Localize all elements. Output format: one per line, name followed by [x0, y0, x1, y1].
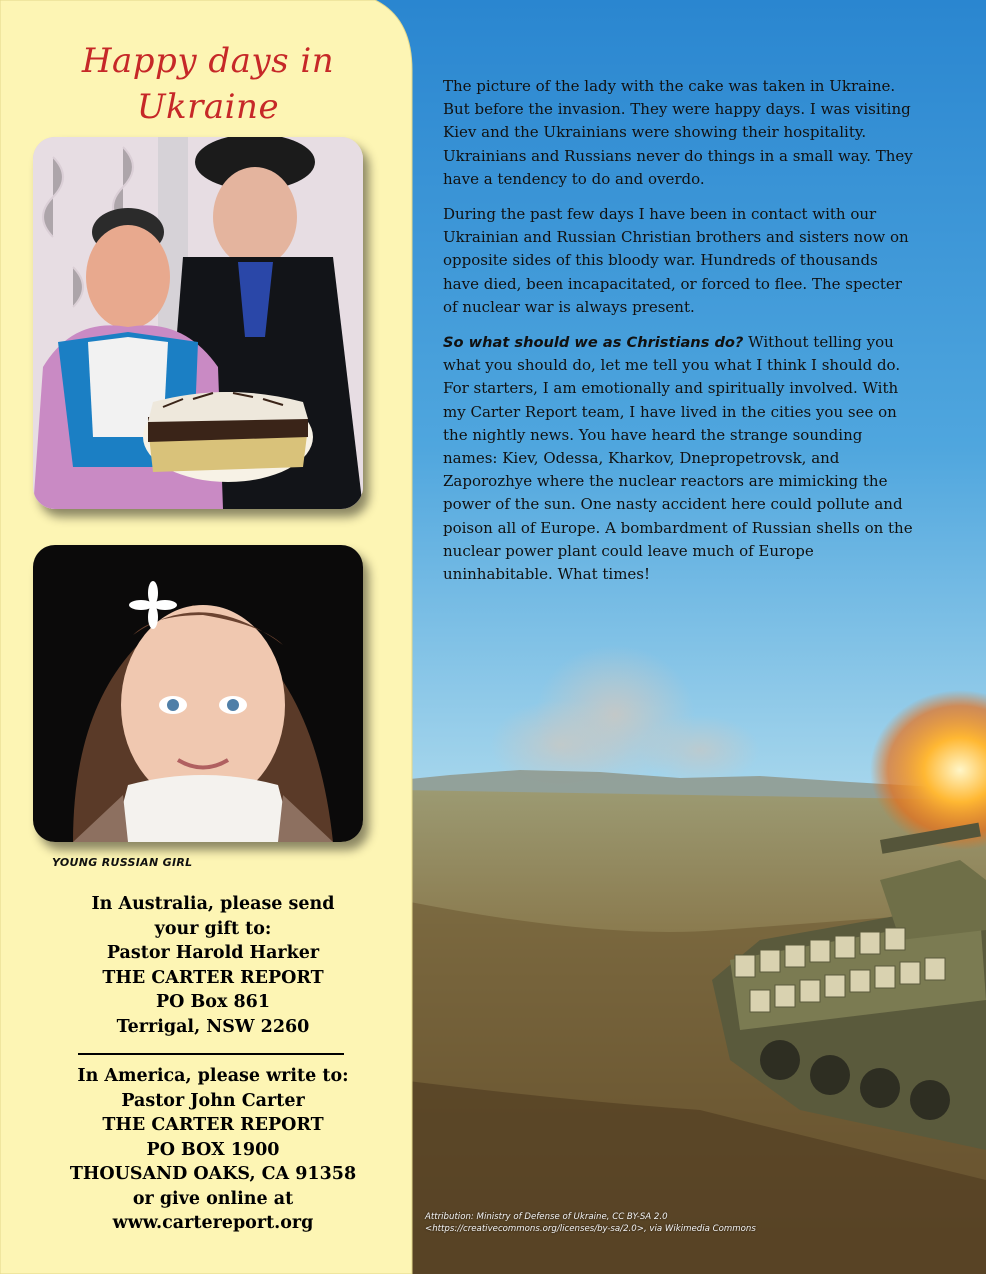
america-line: In America, please write to: [77, 1066, 349, 1086]
photo-young-russian-girl [33, 545, 363, 842]
heading-line-2: Ukraine [136, 87, 280, 127]
article-body [443, 75, 913, 598]
article-paragraph-1: The picture of the lady with the cake was taken in Ukraine. But before the invasion. They were happy days. I was visiting Kiev and the Ukrainians were showing their hospitality. Ukrainians and Russians never do things in a small way. They have a tendency to do and overdo. [443, 77, 913, 188]
america-line: or give online at [132, 1188, 294, 1209]
australia-line: PO Box 861 [155, 992, 270, 1012]
america-line: Pastor John Carter [121, 1090, 305, 1111]
australia-address-block [40, 892, 386, 1039]
image-attribution: Attribution: Ministry of Defense of Ukraine, CC BY-SA 2.0 <https://creativecommons.org/licenses/by-sa/2.0>, via Wikimedia Commons [425, 1212, 756, 1234]
article-paragraph-3-body: Without telling you what you should do, let me tell you what I think I should do. For starters, I am emotionally and spiritually involved. With my Carter Report team, I have lived in the cities you see on the nightly news. You have heard the strange sounding names: Kiev, Odessa, Kharkov, Dnepropetrovsk, and Zaporozhye where the nuclear reactors are mimicking the power of the sun. One nasty accident here could pollute and poison all of Europe. A bombardment of Russian shells on the nuclear power plant could leave much of Europe uninhabitable. What times! [443, 333, 913, 584]
article-paragraph-3 [443, 331, 913, 586]
australia-line: Pastor Harold Harker [106, 943, 320, 963]
australia-line: your gift to: [154, 918, 272, 939]
america-address-block [40, 1064, 386, 1236]
australia-line: In Australia, please send [91, 894, 335, 914]
sidebar-heading [28, 38, 388, 130]
australia-line: Terrigal, NSW 2260 [116, 1016, 310, 1037]
australia-line: THE CARTER REPORT [102, 967, 324, 988]
website-link[interactable]: www.cartereport.org [112, 1213, 314, 1233]
sidebar-panel [0, 0, 415, 1274]
america-line: PO BOX 1900 [146, 1139, 280, 1160]
article-lead-question: So what should we as Christians do? [443, 334, 744, 352]
article-paragraph-2: During the past few days I have been in contact with our Ukrainian and Russian Christian brothers and sisters now on opposite sides of this bloody war. Hundreds of thousands have died, been incapacitated, or forced to flee. The specter of nuclear war is always present. [443, 205, 909, 316]
america-line: THE CARTER REPORT [102, 1115, 324, 1135]
heading-line-1: Happy days in [81, 41, 335, 81]
photo-couple-with-cake [33, 137, 363, 509]
america-line: THOUSAND OAKS, CA 91358 [69, 1164, 357, 1184]
photo-caption: YOUNG RUSSIAN GIRL [52, 856, 193, 869]
address-divider [78, 1053, 344, 1055]
